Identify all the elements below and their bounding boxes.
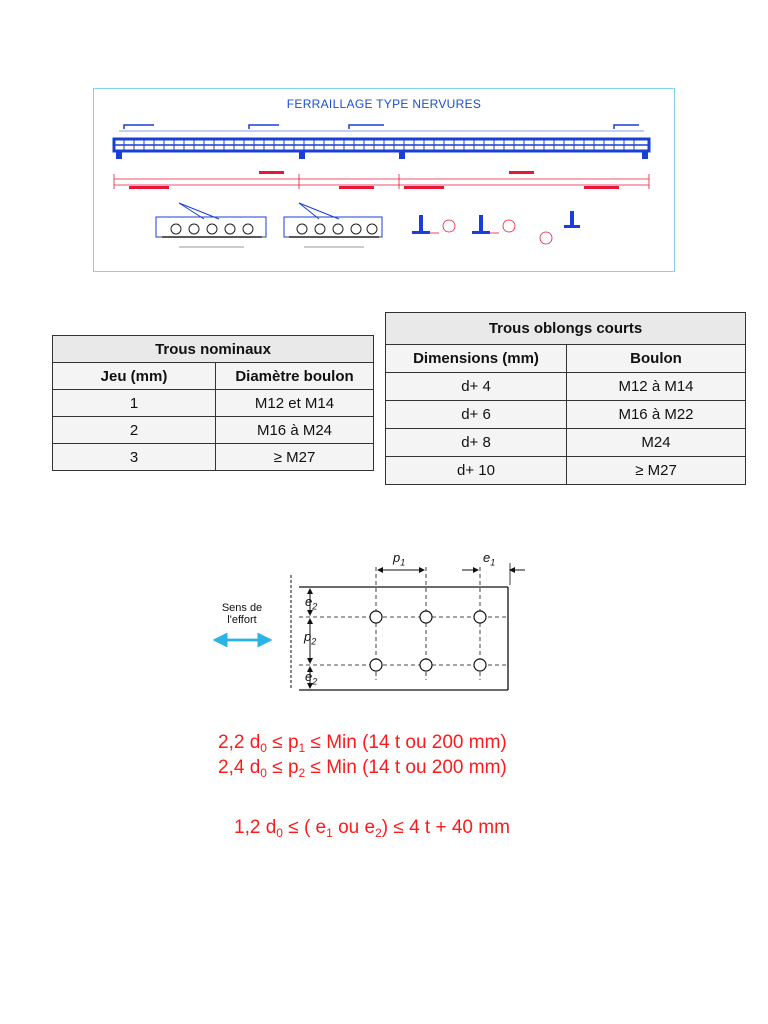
- table-header-row: [53, 363, 374, 390]
- e2-bottom-label: $e_2$: [305, 669, 318, 687]
- table-cell: M16 à M24: [216, 417, 374, 444]
- table-cell: d+ 6: [386, 401, 567, 429]
- e1-label: $e_1$: [483, 550, 496, 568]
- table-cell: 1: [53, 390, 216, 417]
- nominal-holes-table: [52, 335, 374, 471]
- table-cell: M12 et M14: [216, 390, 374, 417]
- bolt-spacing-diagram: [200, 545, 540, 695]
- table-row: [53, 417, 374, 444]
- table-cell: d+ 10: [386, 457, 567, 485]
- table-caption: Trous oblongs courts: [386, 313, 746, 345]
- table-cell: 2: [53, 417, 216, 444]
- table-caption: Trous nominaux: [53, 336, 374, 363]
- e2-top-label: $e_2$: [305, 594, 318, 612]
- table-row: [53, 444, 374, 471]
- top-bars: [119, 125, 644, 131]
- drawing-title: FERRAILLAGE TYPE NERVURES: [286, 97, 482, 111]
- table-cell: ≥ M27: [567, 457, 746, 485]
- formula-p1: 2,2 $d_0 \le p_1$ ≤ Min (14 t ou 200 mm): [218, 732, 507, 755]
- dimension-lines: [114, 174, 649, 189]
- bar-details: [412, 211, 580, 234]
- oblong-holes-table: [385, 312, 746, 485]
- column-header: Jeu (mm): [53, 363, 216, 390]
- formula-p2: 2,4 $d_0 \le p_2$ ≤ Min (14 t ou 200 mm): [218, 757, 507, 780]
- force-direction-line2: l'effort: [227, 614, 257, 626]
- table-row: [53, 390, 374, 417]
- tiny-labels: [129, 171, 619, 189]
- table-cell: M16 à M22: [567, 401, 746, 429]
- table-cell: d+ 8: [386, 429, 567, 457]
- p1-label: $p_1$: [393, 550, 406, 568]
- table-cell: 3: [53, 444, 216, 471]
- column-header: Dimensions (mm): [386, 345, 567, 373]
- table-header-row: [386, 345, 746, 373]
- table-caption-row: [386, 313, 746, 345]
- table-cell: ≥ M27: [216, 444, 374, 471]
- table-row: [386, 401, 746, 429]
- beam-drawing: [94, 89, 674, 271]
- force-direction-line1: Sens de: [221, 602, 263, 614]
- bolt-holes: [370, 611, 486, 671]
- table-row: [386, 373, 746, 401]
- table-row: [386, 457, 746, 485]
- formula-edge-distance: 1,2 $d_0$ ≤ ( $e_1$ ou $e_2) \le 4$ t + 40 mm: [234, 817, 510, 840]
- table-cell: M12 à M14: [567, 373, 746, 401]
- p2-label: $p_2$: [304, 629, 317, 647]
- table-caption-row: [53, 336, 374, 363]
- reinforcement-drawing: [93, 88, 675, 272]
- column-header: Boulon: [567, 345, 746, 373]
- column-header: Diamètre boulon: [216, 363, 374, 390]
- table-row: [386, 429, 746, 457]
- force-direction-label: [210, 602, 274, 626]
- table-cell: d+ 4: [386, 373, 567, 401]
- table-cell: M24: [567, 429, 746, 457]
- bar-tags: [429, 220, 552, 244]
- section-views: [156, 203, 382, 247]
